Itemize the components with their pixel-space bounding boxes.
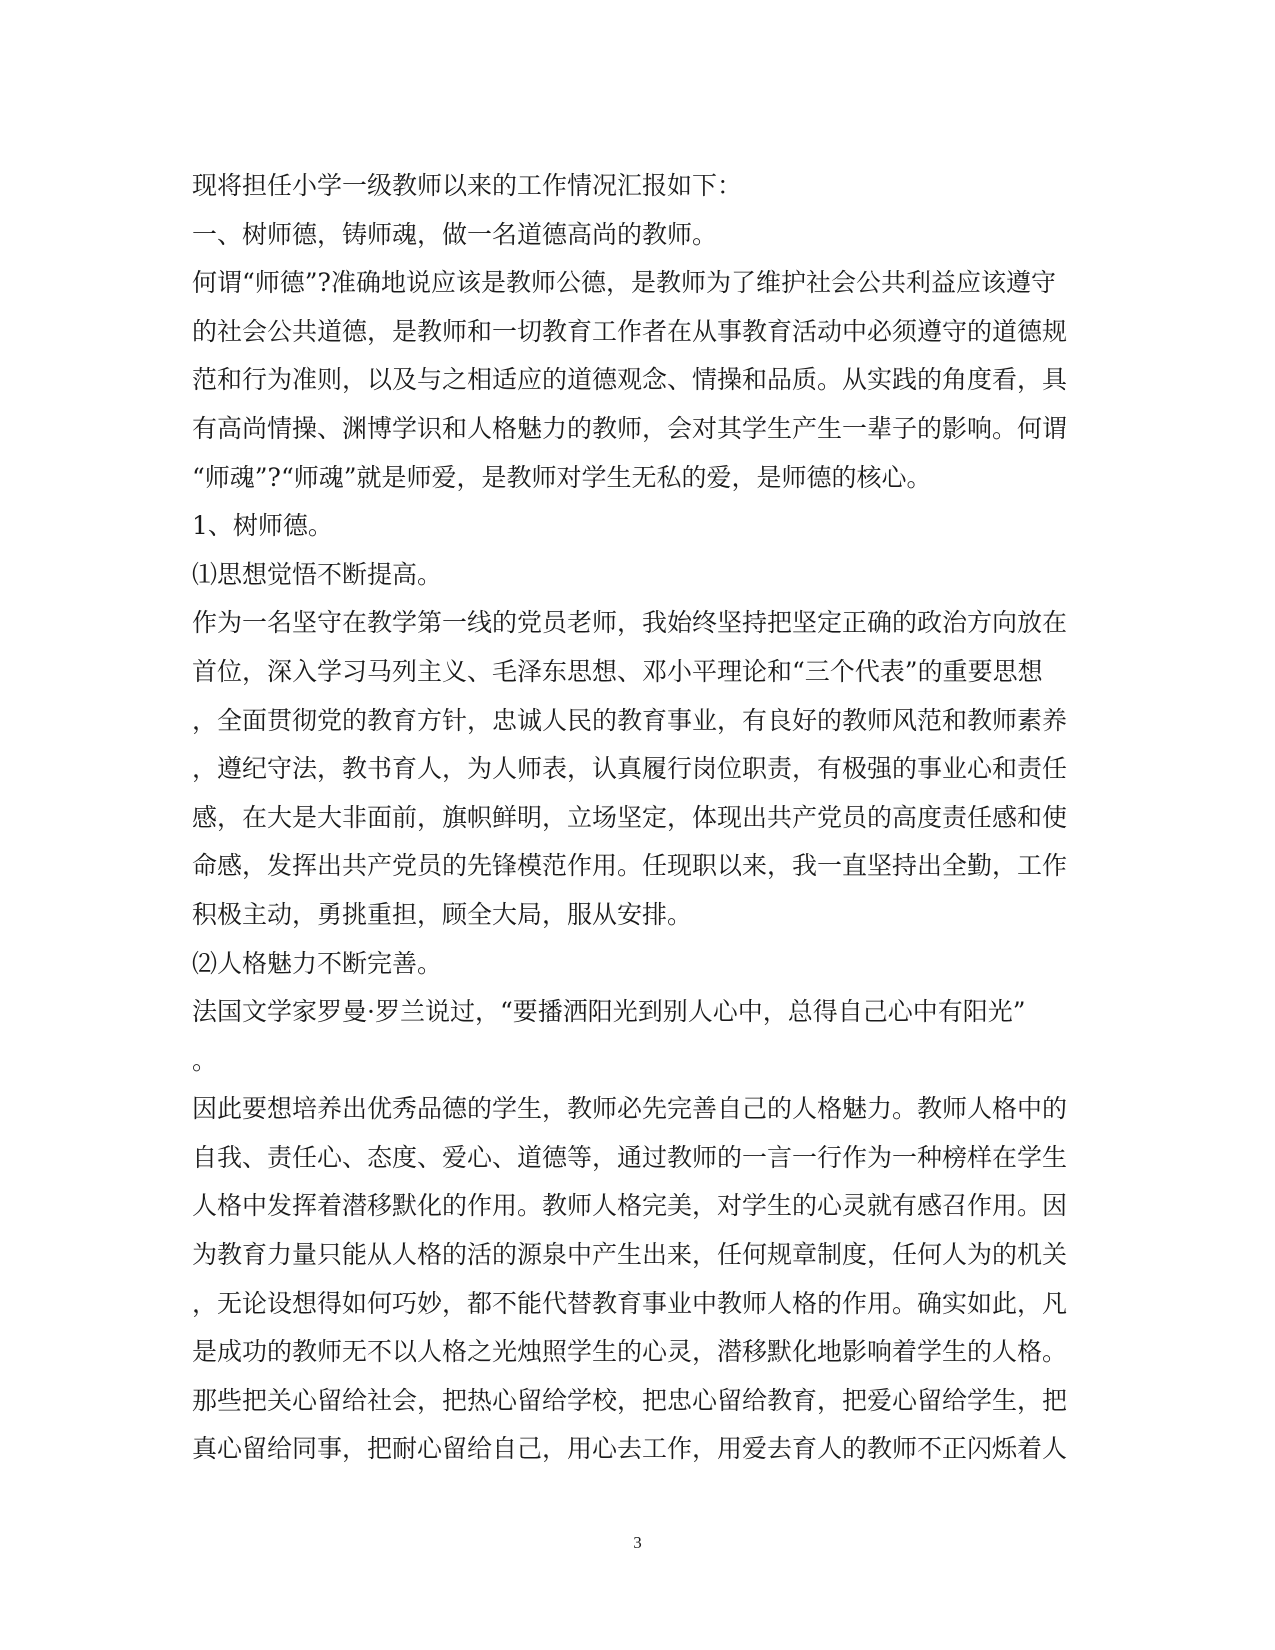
text-line: 人格中发挥着潜移默化的作用。教师人格完美，对学生的心灵就有感召作用。因 [192,1191,1068,1221]
subsection-heading: 1、树师德。 [192,511,333,541]
section-heading: 一、树师德，铸师魂，做一名道德高尚的教师。 [192,219,718,249]
document-body [192,162,1092,1474]
text-line: 为教育力量只能从人格的活的源泉中产生出来，任何规章制度，任何人为的机关 [192,1240,1068,1270]
text-line: “师魂”?“师魂”就是师爱，是教师对学生无私的爱，是师德的核心。 [192,462,932,492]
text-line: 自我、责任心、态度、爱心、道德等，通过教师的一言一行作为一种榜样在学生 [192,1142,1068,1172]
text-line: 是成功的教师无不以人格之光烛照学生的心灵，潜移默化地影响着学生的人格。 [192,1337,1068,1367]
text-line: 那些把关心留给社会，把热心留给学校，把忠心留给教育，把爱心留给学生，把 [192,1385,1068,1415]
text-line: 。 [192,1045,218,1075]
text-line: ，遵纪守法，教书育人，为人师表，认真履行岗位职责，有极强的事业心和责任 [192,754,1068,784]
text-line: 积极主动，勇挑重担，顾全大局，服从安排。 [192,899,693,929]
text-line: 法国文学家罗曼·罗兰说过，“要播洒阳光到别人心中，总得自己心中有阳光” [192,997,1026,1027]
text-line: 的社会公共道德，是教师和一切教育工作者在从事教育活动中必须遵守的道德规 [192,316,1068,346]
text-line: 有高尚情操、渊博学识和人格魅力的教师，会对其学生产生一辈子的影响。何谓 [192,413,1068,443]
text-line: 命感，发挥出共产党员的先锋模范作用。任现职以来，我一直坚持出全勤，工作 [192,851,1068,881]
text-line: 因此要想培养出优秀品德的学生，教师必先完善自己的人格魅力。教师人格中的 [192,1094,1068,1124]
text-line: ，全面贯彻党的教育方针，忠诚人民的教育事业，有良好的教师风范和教师素养 [192,705,1068,735]
item-heading: ⑴思想觉悟不断提高。 [192,559,443,589]
text-line: 何谓“师德”?准确地说应该是教师公德，是教师为了维护社会公共利益应该遵守 [192,268,1056,298]
text-line: 感，在大是大非面前，旗帜鲜明，立场坚定，体现出共产党员的高度责任感和使 [192,802,1068,832]
text-line: ，无论设想得如何巧妙，都不能代替教育事业中教师人格的作用。确实如此，凡 [192,1288,1068,1318]
text-line: 作为一名坚守在教学第一线的党员老师，我始终坚持把坚定正确的政治方向放在 [192,608,1068,638]
text-line: 现将担任小学一级教师以来的工作情况汇报如下： [192,171,743,200]
text-line: 真心留给同事，把耐心留给自己，用心去工作，用爱去育人的教师不正闪烁着人 [192,1434,1068,1464]
text-line: 首位，深入学习马列主义、毛泽东思想、邓小平理论和“三个代表”的重要思想 [192,656,1043,686]
text-line: 范和行为准则，以及与之相适应的道德观念、情操和品质。从实践的角度看，具 [192,365,1068,395]
item-heading: ⑵人格魅力不断完善。 [192,948,443,978]
page-number: 3 [633,1533,642,1552]
